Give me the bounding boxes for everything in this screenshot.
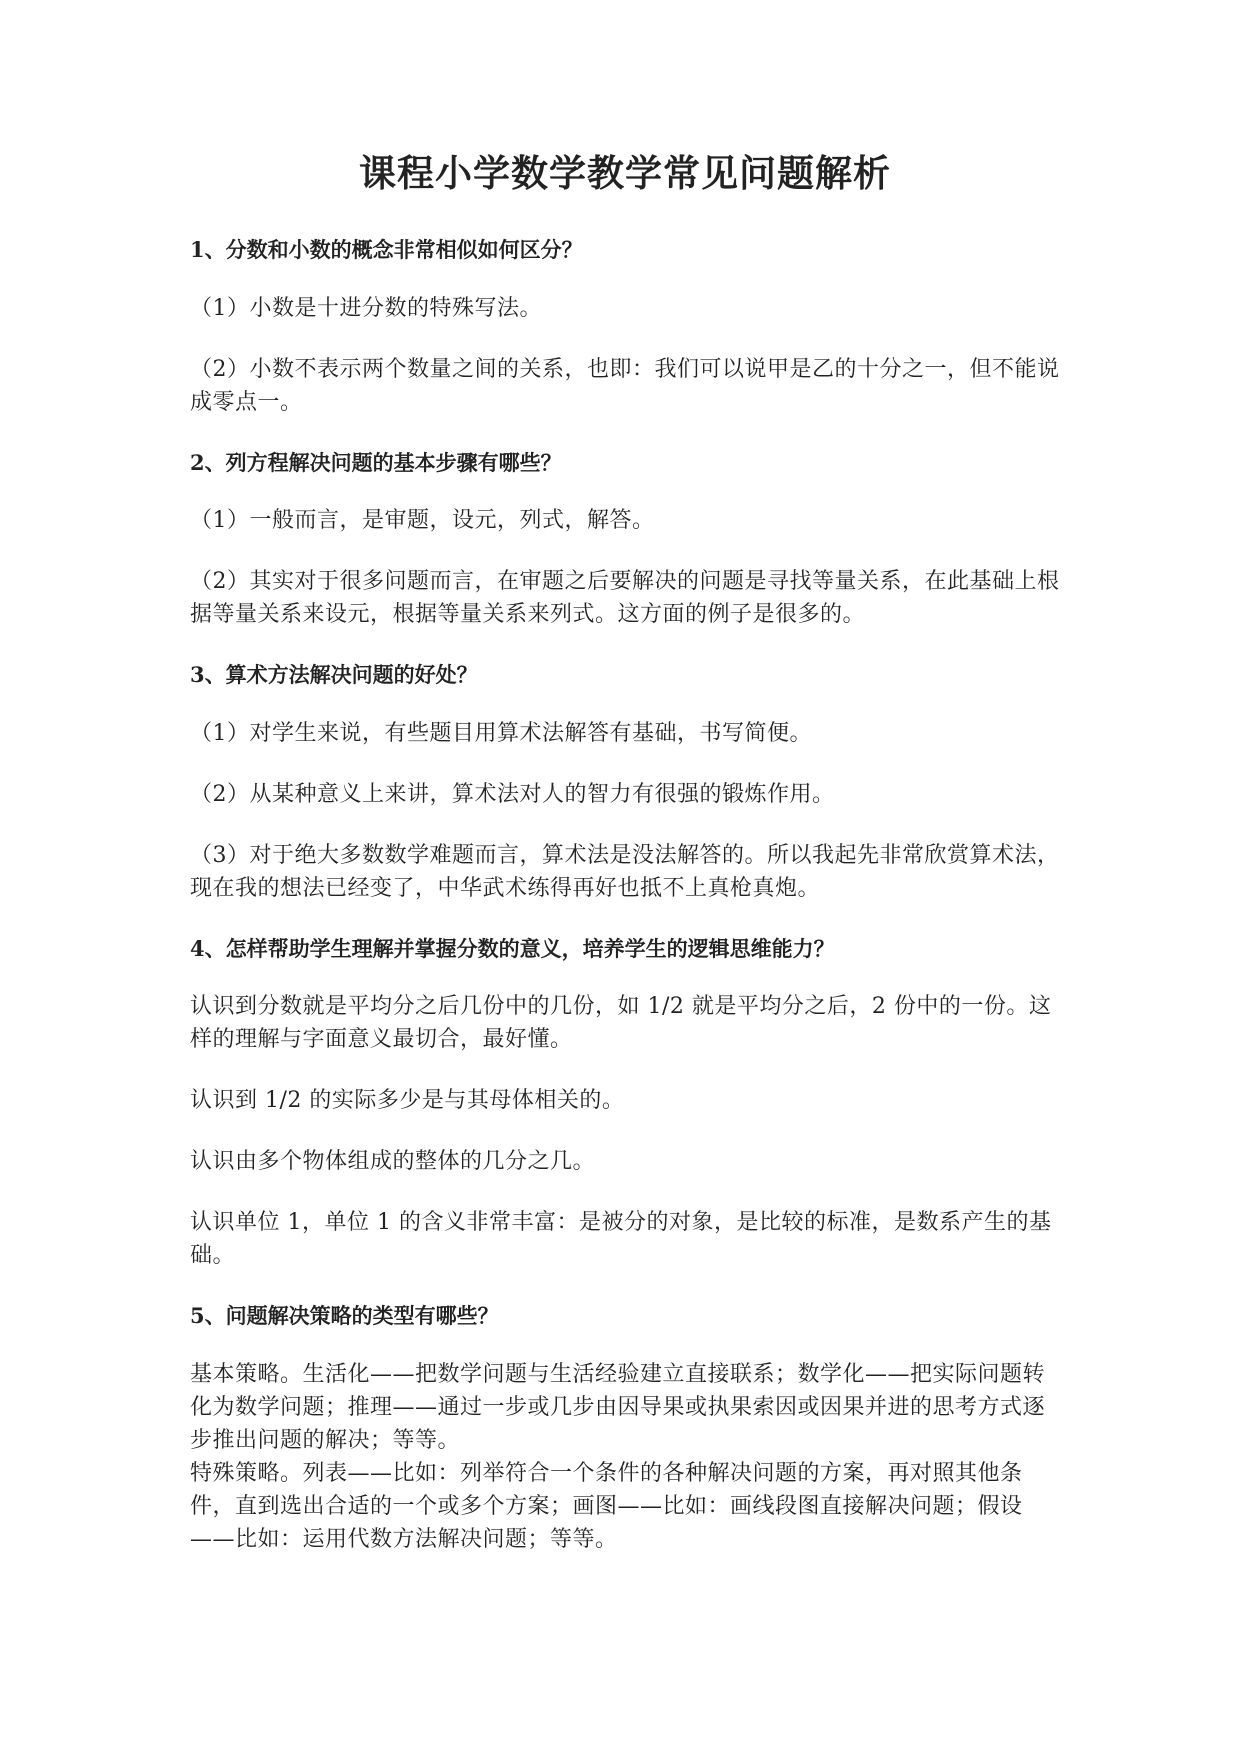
section-2 bbox=[190, 447, 1060, 632]
paragraph: 认识单位 1，单位 1 的含义非常丰富：是被分的对象，是比较的标准，是数系产生的基础。 bbox=[190, 1210, 1052, 1269]
section-heading: 3、算术方法解决问题的好处？ bbox=[190, 662, 478, 688]
paragraph: （1）对学生来说，有些题目用算术法解答有基础，书写简便。 bbox=[190, 720, 812, 746]
paragraph: 基本策略。生活化——把数学问题与生活经验建立直接联系；数学化——把实际问题转化为数学问题；推理——通过一步或几步由因导果或执果索因或因果并进的思考方式逐步推出问题的解决；等等。 bbox=[190, 1361, 1046, 1453]
paragraph: （1）一般而言，是审题，设元，列式，解答。 bbox=[190, 508, 655, 534]
section-heading: 1、分数和小数的概念非常相似如何区分？ bbox=[190, 237, 583, 263]
section-5 bbox=[190, 1300, 1060, 1556]
section-3 bbox=[190, 659, 1060, 905]
document-content bbox=[190, 150, 1060, 1584]
page-title: 课程小学数学教学常见问题解析 bbox=[359, 151, 891, 195]
paragraph: 认识到分数就是平均分之后几份中的几份，如 1/2 就是平均分之后，2 份中的一份。这样的理解与字面意义最切合，最好懂。 bbox=[190, 994, 1052, 1053]
paragraph: （2）从某种意义上来讲，算术法对人的智力有很强的锻炼作用。 bbox=[190, 781, 835, 807]
section-1 bbox=[190, 234, 1060, 419]
paragraph: （3）对于绝大多数数学难题而言，算术法是没法解答的。所以我起先非常欣赏算术法，现在我的想法已经变了，中华武术练得再好也抵不上真枪真炮。 bbox=[190, 842, 1060, 901]
section-heading: 4、怎样帮助学生理解并掌握分数的意义，培养学生的逻辑思维能力？ bbox=[190, 935, 835, 961]
paragraph: 认识由多个物体组成的整体的几分之几。 bbox=[190, 1149, 596, 1175]
paragraph: 特殊策略。列表——比如：列举符合一个条件的各种解决问题的方案，再对照其他条件，直到选出合适的一个或多个方案；画图——比如：画线段图直接解决问题；假设——比如：运用代数方法解决问题；等等。 bbox=[190, 1460, 1023, 1552]
paragraph: （2）小数不表示两个数量之间的关系，也即：我们可以说甲是乙的十分之一，但不能说成零点一。 bbox=[190, 356, 1060, 415]
section-heading: 2、列方程解决问题的基本步骤有哪些？ bbox=[190, 449, 562, 475]
section-heading: 5、问题解决策略的类型有哪些？ bbox=[190, 1303, 499, 1329]
paragraph: （2）其实对于很多问题而言，在审题之后要解决的问题是寻找等量关系，在此基础上根据等量关系来设元，根据等量关系来列式。这方面的例子是很多的。 bbox=[190, 569, 1060, 628]
paragraph: （1）小数是十进分数的特殊写法。 bbox=[190, 295, 542, 321]
section-4 bbox=[190, 933, 1060, 1273]
paragraph: 认识到 1/2 的实际多少是与其母体相关的。 bbox=[190, 1088, 625, 1114]
